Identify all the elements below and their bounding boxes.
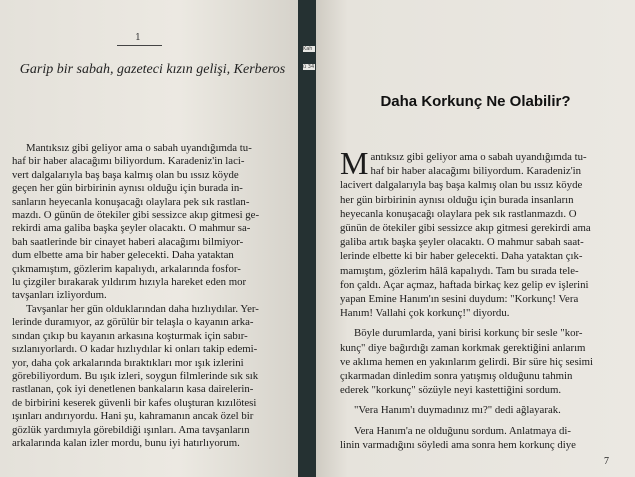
text-line: sından çıkıp bu kayanın arkasına koşturmak için sabır- — [12, 329, 248, 342]
text-line: ışınları andırıyordu. Hani şu, kahramanın ancak özel bir — [12, 410, 254, 423]
text-line: galiba artık başka şeyler olacaktı. O mahmur sabah saat- — [340, 236, 584, 249]
text-line: mazdı. O günün de ötekiler gibi sessizce akıp gitmesi ge- — [12, 209, 260, 222]
book-gutter — [298, 0, 316, 477]
text-line: çıkarmadan dinledim sonra yatışmış olduğunu tahmin — [340, 370, 573, 383]
text-line: sızlanıyorlardı. O kadar hızlıydılar ki onları takip edemi- — [12, 343, 258, 356]
text-line: arkalarında kalan izler mordu, bunu iyi hatırlıyorum. — [12, 436, 240, 449]
right-paragraph-1 — [340, 145, 626, 320]
text-line: haf bir haber alacağımı biliyordum. Karadeniz'in — [370, 165, 582, 178]
right-paragraph-4 — [340, 424, 626, 452]
text-line: lerinde elbette ki bir haber gelecekti. Daha yataktan çık- — [340, 250, 583, 263]
text-line: bah saatlerinde bir cinayet haberi alacağımı bilmiyor- — [12, 235, 244, 248]
text-line: Mantıksız gibi geliyor ama o sabah uyandığımda tu- — [26, 142, 252, 154]
page-title: Daha Korkunç Ne Olabilir? — [380, 93, 571, 110]
left-paragraph-1 — [12, 142, 294, 303]
text-line: lacivert dalgalarıyla baş başa kalmış olan bu ıssız köyde — [340, 179, 583, 192]
chapter-number: 1 — [135, 33, 141, 43]
text-line: rekirdi ama galiba başka şeyler olacaktı. O mahmur sa- — [12, 222, 251, 235]
text-line: tavşanları izliyordum. — [12, 289, 107, 302]
text-line: haf bir haber alacağımı biliyordum. Karadeniz'in laci- — [12, 155, 245, 168]
right-page — [316, 0, 635, 477]
text-line: ederek "korkunç" sözüyle neyi kastettiğini sordum. — [340, 384, 562, 397]
text-line: rastlanan, çok iyi denetlenen bankaların kasa dairelerin- — [12, 383, 254, 396]
text-line: vert dalgalarıyla baş başa kalmış olan bu ıssız köyde — [12, 168, 239, 181]
text-line: görebiliyordum. Bu ışık izleri, soygun filmlerinde sık sık — [12, 369, 259, 382]
text-line: Tavşanlar her gün olduklarından daha hızlıydılar. Yer- — [26, 302, 259, 315]
chapter-rule — [117, 45, 162, 46]
text-line: mamıştım, gözlerim hâlâ kapalıydı. Tam bu sırada tele- — [340, 264, 579, 277]
text-line: çıkmamıştım, gözlerim kapalıydı, arkalarında fosfor- — [12, 262, 241, 275]
right-paragraph-2 — [340, 326, 626, 397]
text-line: Böyle durumlarda, yani birisi korkunç bir sesle "kor- — [354, 327, 583, 340]
text-line: "Vera Hanım'ı duymadınız mı?" dedi ağlayarak. — [354, 404, 561, 417]
text-line: Hanım! Vallahi çok korkunç!" diyordu. — [340, 307, 510, 320]
text-line: kunç" diye bağırdığı zaman korkmak gerektiğini anlarım — [340, 341, 586, 354]
left-page — [0, 0, 298, 477]
text-line: fon çaldı. Açar açmaz, haftada birkaç kez gelip ev işlerini — [340, 278, 589, 291]
spine-tab: Kah — [303, 46, 315, 52]
right-body-text — [340, 145, 626, 452]
spine-tab: ü 34 — [303, 64, 315, 70]
right-paragraph-3 — [340, 403, 626, 417]
text-line: linin varmadığını söyledi ama sonra hem korkunç diye — [340, 438, 576, 451]
text-line: günün de ötekiler gibi sessizce akıp gitmesi gerekirdi ama — [340, 222, 591, 235]
text-line: sanların heyecanla konuşacağı olaylara pek sık rastlan- — [12, 195, 250, 208]
text-line: her gün birbirinin aynısı olduğu için burada insanların — [340, 193, 574, 206]
chapter-title: Garip bir sabah, gazeteci kızın gelişi, Kerberos — [19, 62, 286, 77]
text-line: Vera Hanım'a ne olduğunu sordum. Anlatmaya di- — [354, 424, 571, 437]
text-line: antıksız gibi geliyor ama o sabah uyandığımda tu- — [370, 151, 587, 163]
text-line: yapan Emine Hanım'ın sesini duydum: "Korkunç! Vera — [340, 293, 579, 306]
text-line: gözlük yardımıyla görebildiği ışınları. Ama tavşanların — [12, 423, 250, 436]
text-line: dum elbette ama bir haber gelecekti. Daha yataktan — [12, 249, 234, 262]
drop-cap: M — [340, 145, 369, 181]
left-body-text — [12, 142, 294, 450]
page-number: 7 — [604, 456, 609, 467]
left-paragraph-2 — [12, 303, 294, 450]
text-line: geçen her gün birbirinin aynısı olduğu için burada in- — [12, 182, 243, 195]
text-line: yor, daha çok arkalarında bıraktıkları mor ışık izlerini — [12, 356, 244, 369]
text-line: ve aklıma hemen en yakınlarım gelirdi. Bir süre hiç sesimi — [340, 355, 594, 368]
text-line: de birbirini keserek güvenli bir kafes oluşturan kızılötesi — [12, 396, 257, 409]
text-line: lu çizgiler bırakarak yıldırım hızıyla hareket eden mor — [12, 276, 247, 289]
text-line: heyecanla konuşacağı olaylara pek sık rastlanmazdı. O — [340, 207, 577, 220]
text-line: lerinde duramıyor, az görülür bir telaşla o kayanın arka- — [12, 316, 254, 329]
